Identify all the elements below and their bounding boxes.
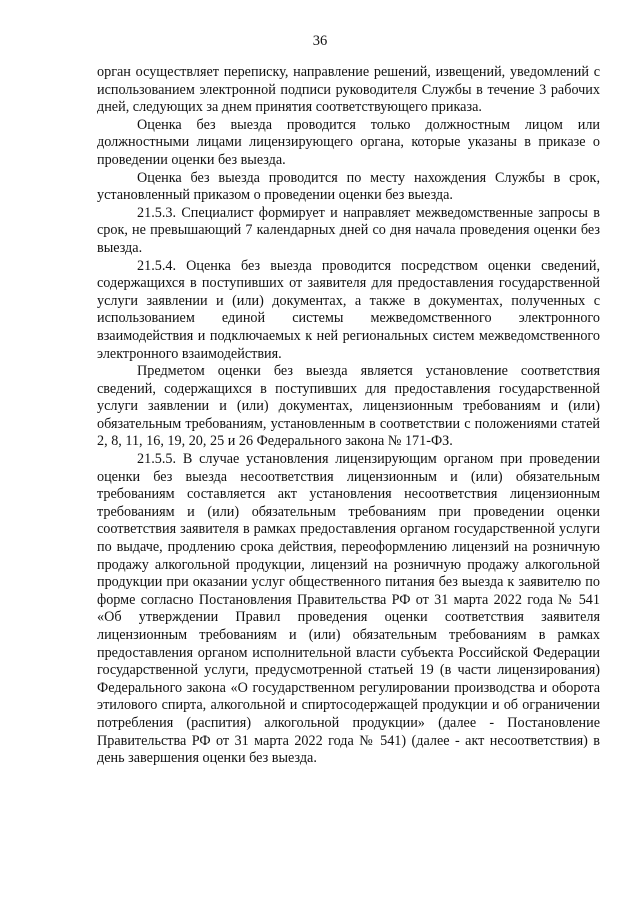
paragraph-assessment-officials: Оценка без выезда проводится только должностным лицом или должностными лицами лицензирующего органа, которые указаны в приказе о проведении оценки без выезда. — [97, 116, 600, 168]
paragraph-21-5-4: 21.5.4. Оценка без выезда проводится посредством оценки сведений, содержащихся в поступивших от заявителя для предоставления государственной услуги заявлении и (или) документах, а также в документах, полученных с использованием единой системы межведомственного электронного взаимодействия и подключаемых к ней региональных систем межведомственного электронного взаимодействия. — [97, 257, 600, 362]
document-body — [97, 64, 600, 768]
paragraph-assessment-location: Оценка без выезда проводится по месту нахождения Службы в срок, установленный приказом о проведении оценки без выезда. — [97, 169, 600, 204]
paragraph-21-5-5: 21.5.5. В случае установления лицензирующим органом при проведении оценки без выезда несоответствия лицензионным и (или) обязательным требованиям составляется акт установления несоответствия лицензионным требованиям и (или) обязательным требованиям при проведении оценки соответствия заявителя в рамках предоставления органом государственной услуги по выдаче, продлению срока действия, переоформлению лицензий на розничную продажу алкогольной продукции, лицензий на розничную продажу алкогольной продукции при оказании услуг общественного питания без выезда к заявителю по форме согласно Постановления Правительства РФ от 31 марта 2022 года № 541 «Об утверждении Правил проведения оценки соответствия заявителя лицензионным требованиям и (или) обязательным требованиям в рамках предоставления органом исполнительной власти субъекта Российской Федерации государственной услуги, предусмотренной статьей 19 (в части лицензирования) Федерального закона «О государственном регулировании производства и оборота этилового спирта, алкогольной и спиртосодержащей продукции и об ограничении потребления (распития) алкогольной продукции» (далее - Постановление Правительства РФ от 31 марта 2022 года № 541) (далее - акт несоответствия) в день завершения оценки без выезда. — [97, 451, 600, 767]
paragraph-assessment-subject: Предметом оценки без выезда является установление соответствия сведений, содержащихся в поступивших для предоставления государственной услуги заявлении и (или) документах, лицензионным требованиям и (или) обязательным требованиям, установленным в соответствии с положениями статей 2, 8, 11, 16, 19, 20, 25 и 26 Федерального закона № 171-ФЗ. — [97, 363, 600, 450]
page-number: 36 — [312, 33, 328, 49]
paragraph-continuation: орган осуществляет переписку, направление решений, извещений, уведомлений с использованием электронной подписи руководителя Службы в течение 3 рабочих дней, следующих за днем принятия соответствующего приказа. — [97, 64, 600, 116]
paragraph-21-5-3: 21.5.3. Специалист формирует и направляет межведомственные запросы в срок, не превышающий 7 календарных дней со дня начала проведения оценки без выезда. — [97, 204, 600, 256]
